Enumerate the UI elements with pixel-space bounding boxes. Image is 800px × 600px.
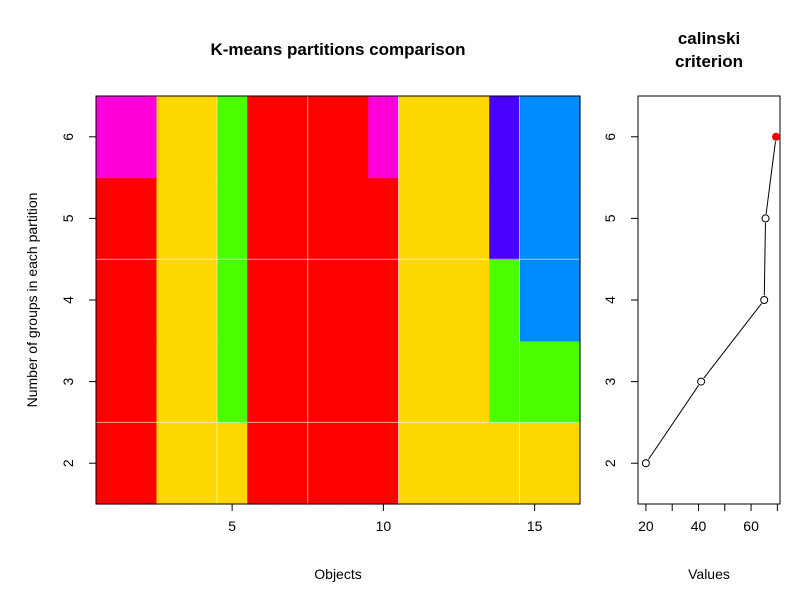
heatmap-cell xyxy=(217,422,248,504)
criterion-x-tick-label: 60 xyxy=(743,518,759,534)
heatmap-cell xyxy=(278,341,309,423)
heatmap-cell xyxy=(368,96,399,178)
heatmap-cell xyxy=(368,422,399,504)
heatmap-cell xyxy=(187,259,218,341)
heatmap-cell xyxy=(368,259,399,341)
heatmap-cell xyxy=(247,259,278,341)
heatmap-cell xyxy=(247,178,278,260)
heatmap-cell xyxy=(308,178,339,260)
heatmap-x-tick-label: 15 xyxy=(526,518,543,534)
heatmap-cell xyxy=(308,422,339,504)
heatmap-y-tick-label: 2 xyxy=(60,459,76,468)
heatmap-cell xyxy=(429,259,460,341)
criterion-y-tick-label: 2 xyxy=(602,459,618,468)
heatmap-cell xyxy=(459,422,490,504)
criterion-y-axis xyxy=(602,133,638,467)
heatmap-cell xyxy=(489,178,520,260)
heatmap-cell xyxy=(550,259,581,341)
heatmap-cell xyxy=(399,96,430,178)
heatmap-cell xyxy=(157,259,188,341)
heatmap-cell xyxy=(157,341,188,423)
heatmap-cell xyxy=(550,341,581,423)
heatmap-x-axis xyxy=(228,504,542,534)
heatmap-cell xyxy=(520,96,551,178)
criterion-y-tick-label: 5 xyxy=(602,214,618,223)
heatmap-cell xyxy=(217,259,248,341)
heatmap-cell xyxy=(520,341,551,423)
heatmap-cell xyxy=(489,96,520,178)
heatmap-cell xyxy=(96,341,127,423)
criterion-y-tick-label: 4 xyxy=(602,296,618,304)
heatmap-cell xyxy=(550,422,581,504)
heatmap-cell xyxy=(338,259,369,341)
heatmap-cell xyxy=(217,178,248,260)
heatmap-cell xyxy=(520,422,551,504)
heatmap-cell xyxy=(429,422,460,504)
heatmap-cell xyxy=(338,422,369,504)
heatmap-cell xyxy=(520,178,551,260)
heatmap-cell xyxy=(520,259,551,341)
heatmap-cell xyxy=(399,341,430,423)
criterion-point xyxy=(762,215,769,222)
heatmap-cell xyxy=(308,259,339,341)
heatmap-cell xyxy=(157,422,188,504)
heatmap-x-label: Objects xyxy=(314,566,362,582)
heatmap-y-tick-label: 6 xyxy=(60,132,76,141)
heatmap-cell xyxy=(126,96,157,178)
heatmap-cell xyxy=(247,96,278,178)
heatmap-cell xyxy=(550,96,581,178)
criterion-x-tick-label: 20 xyxy=(638,518,654,534)
criterion-segment xyxy=(648,385,698,459)
heatmap-y-axis xyxy=(60,133,96,467)
heatmap-cell xyxy=(217,341,248,423)
heatmap-cell xyxy=(187,96,218,178)
heatmap-x-tick-label: 5 xyxy=(228,518,237,534)
heatmap-cell xyxy=(429,96,460,178)
criterion-segment xyxy=(704,304,762,378)
heatmap-cell xyxy=(278,259,309,341)
heatmap-cell xyxy=(399,422,430,504)
heatmap-cell xyxy=(459,341,490,423)
heatmap-cell xyxy=(96,178,127,260)
heatmap-cell xyxy=(126,422,157,504)
heatmap-cell xyxy=(278,422,309,504)
heatmap-cell xyxy=(126,341,157,423)
heatmap-cell xyxy=(429,178,460,260)
heatmap-title: K-means partitions comparison xyxy=(210,40,466,59)
criterion-y-tick-label: 6 xyxy=(602,132,618,141)
heatmap-cell xyxy=(157,96,188,178)
heatmap-x-tick-label: 10 xyxy=(375,518,392,534)
heatmap-cell xyxy=(187,178,218,260)
criterion-x-tick-label: 40 xyxy=(690,518,707,534)
criterion-point xyxy=(698,378,705,385)
heatmap-cell xyxy=(247,341,278,423)
criterion-segment xyxy=(766,141,775,214)
heatmap-cell xyxy=(126,259,157,341)
criterion-title-line2: criterion xyxy=(674,52,744,71)
heatmap-cell xyxy=(489,422,520,504)
heatmap-cell xyxy=(550,178,581,260)
heatmap-cell xyxy=(217,96,248,178)
heatmap-cell xyxy=(459,178,490,260)
heatmap-cell xyxy=(278,96,309,178)
criterion-segment xyxy=(764,223,765,296)
criterion-x-label: Values xyxy=(688,566,730,582)
heatmap-cell xyxy=(187,341,218,423)
heatmap-cell xyxy=(399,259,430,341)
heatmap-cell xyxy=(399,178,430,260)
heatmap-cell xyxy=(96,422,127,504)
heatmap-y-tick-label: 5 xyxy=(60,214,76,223)
criterion-best-point xyxy=(773,133,780,140)
heatmap-cell xyxy=(278,178,309,260)
heatmap-cell xyxy=(338,178,369,260)
heatmap-cell xyxy=(368,178,399,260)
criterion-point xyxy=(642,460,649,467)
heatmap-cell xyxy=(157,178,188,260)
criterion-y-tick-label: 3 xyxy=(602,377,618,386)
heatmap-cell xyxy=(459,96,490,178)
criterion-x-axis xyxy=(638,504,777,534)
heatmap-cell xyxy=(247,422,278,504)
heatmap-cell xyxy=(368,341,399,423)
heatmap-cell xyxy=(187,422,218,504)
heatmap-cell xyxy=(429,341,460,423)
heatmap-cells xyxy=(96,96,581,505)
heatmap-cell xyxy=(338,96,369,178)
heatmap-cell xyxy=(459,259,490,341)
heatmap-cell xyxy=(489,341,520,423)
heatmap-y-tick-label: 4 xyxy=(60,296,76,304)
criterion-point xyxy=(761,297,768,304)
heatmap-cell xyxy=(126,178,157,260)
heatmap-cell xyxy=(96,96,127,178)
criterion-line xyxy=(648,141,775,459)
heatmap-cell xyxy=(96,259,127,341)
heatmap-cell xyxy=(489,259,520,341)
criterion-points xyxy=(642,133,779,466)
heatmap-cell xyxy=(338,341,369,423)
heatmap-y-tick-label: 3 xyxy=(60,377,76,386)
criterion-title-line1: calinski xyxy=(677,29,741,48)
heatmap-cell xyxy=(308,96,339,178)
heatmap-cell xyxy=(308,341,339,423)
heatmap-y-label: Number of groups in each partition xyxy=(24,192,40,408)
